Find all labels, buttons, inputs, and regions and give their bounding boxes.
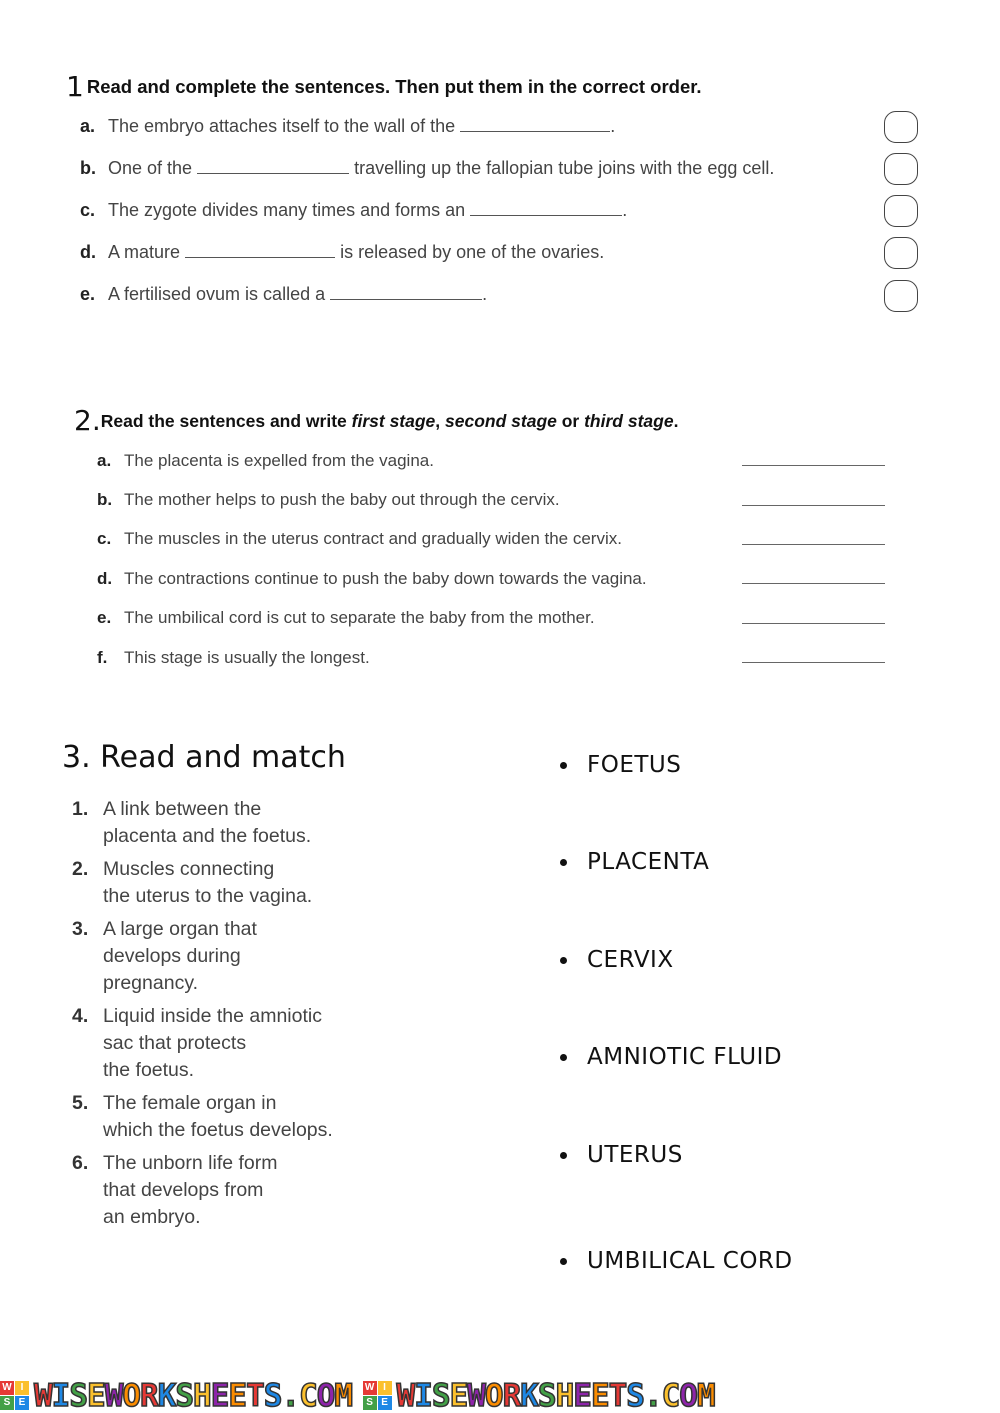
s2-letter: f. [97, 648, 108, 667]
brand-letter: W [104, 1378, 123, 1413]
s2-letter: c. [97, 529, 112, 548]
s2-instr-part: Read the sentences and write [100, 411, 352, 431]
section2-instruction [74, 404, 678, 437]
stage-answer-line[interactable] [742, 583, 885, 584]
logo-tile: E [15, 1396, 29, 1410]
section3-title: 3. Read and match [62, 740, 346, 775]
stage-answer-line[interactable] [742, 662, 885, 663]
order-box-c[interactable] [884, 195, 918, 227]
brand-text [397, 1378, 715, 1413]
match-word[interactable] [560, 1044, 782, 1070]
s1-sentence [80, 116, 615, 137]
order-box-d[interactable] [884, 237, 918, 269]
definition-text: Liquid inside the amniotic sac that protects the foetus. [103, 1005, 322, 1081]
logo-icon [363, 1381, 393, 1411]
definition-text: The female organ in which the foetus develops. [103, 1092, 333, 1141]
section1-number: 1 [66, 70, 84, 103]
brand-letter: O [316, 1378, 335, 1413]
s1-letter: b. [80, 158, 96, 178]
s1-letter: d. [80, 242, 96, 262]
brand-letter: W [396, 1378, 415, 1413]
brand-letter: I [51, 1378, 70, 1413]
brand-letter: O [484, 1378, 503, 1413]
brand-letter: E [228, 1378, 247, 1413]
definition-text: Muscles connecting the uterus to the vagina. [103, 858, 313, 907]
s2-instr-part: or [556, 411, 585, 431]
brand-text [34, 1378, 352, 1413]
brand-letter: W [467, 1378, 485, 1413]
brand-letter: H [193, 1378, 211, 1413]
footer-brand [363, 1378, 715, 1413]
brand-letter: M [696, 1378, 715, 1413]
brand-letter: O [679, 1378, 697, 1413]
match-word[interactable] [560, 849, 709, 875]
match-word-text: UTERUS [587, 1142, 683, 1168]
brand-letter: R [140, 1378, 158, 1413]
bullet-icon [560, 1054, 567, 1061]
brand-letter: . [281, 1378, 300, 1413]
s1-text-after: . [610, 116, 616, 136]
s2-sentence [97, 608, 595, 628]
s2-text: The umbilical cord is cut to separate the baby from the mother. [124, 608, 595, 627]
definition-number: 1. [72, 798, 89, 820]
definition-text: A large organ that develops during pregnancy. [103, 918, 257, 994]
s2-sentence [97, 648, 370, 668]
fill-blank-input[interactable] [197, 158, 349, 174]
match-definition[interactable] [72, 1150, 278, 1231]
logo-tile: S [363, 1396, 377, 1410]
s2-text: The placenta is expelled from the vagina. [124, 451, 434, 470]
footer-banner [0, 1378, 1000, 1413]
s2-instr-part: . [673, 411, 679, 431]
section1-instruction-text: Read and complete the sentences. Then put them in the correct order. [86, 76, 702, 97]
logo-tile: W [363, 1381, 377, 1395]
match-word-text: AMNIOTIC FLUID [587, 1044, 783, 1070]
s2-instr-part: second stage [445, 411, 557, 431]
definition-number: 6. [72, 1152, 89, 1174]
logo-tile: E [378, 1396, 392, 1410]
brand-letter: S [431, 1378, 450, 1413]
match-word-text: CERVIX [587, 947, 674, 973]
brand-letter: C [661, 1378, 680, 1413]
stage-answer-line[interactable] [742, 505, 885, 506]
s2-text: The contractions continue to push the baby down towards the vagina. [124, 569, 647, 588]
match-word[interactable] [560, 1248, 793, 1274]
brand-letter: I [414, 1378, 432, 1413]
match-word[interactable] [560, 1142, 683, 1168]
s1-text: The embryo attaches itself to the wall of the [108, 116, 456, 136]
brand-letter: W [34, 1378, 52, 1413]
s1-sentence [80, 158, 774, 179]
s2-sentence [97, 569, 647, 589]
stage-answer-line[interactable] [742, 465, 885, 466]
s1-sentence [80, 284, 487, 305]
brand-letter: T [608, 1378, 627, 1413]
brand-letter: K [157, 1378, 176, 1413]
logo-tile: S [0, 1396, 14, 1410]
match-definition[interactable] [72, 1090, 333, 1144]
bullet-icon [560, 957, 567, 964]
s2-letter: d. [97, 569, 113, 588]
brand-letter: S [69, 1378, 88, 1413]
brand-letter: O [122, 1378, 141, 1413]
logo-tile: I [15, 1381, 29, 1395]
brand-letter: S [537, 1378, 556, 1413]
logo-tile: I [378, 1381, 392, 1395]
s1-text: The zygote divides many times and forms an [108, 200, 466, 220]
s1-text-after: . [482, 284, 488, 304]
section1-instruction [66, 70, 702, 103]
brand-letter: S [626, 1378, 644, 1413]
brand-letter: E [590, 1378, 609, 1413]
logo-icon [0, 1381, 30, 1411]
definition-text: The unborn life form that develops from an embryo. [103, 1152, 278, 1228]
s1-text: A fertilised ovum is called a [108, 284, 326, 304]
s1-letter: e. [80, 284, 96, 304]
brand-letter: . [643, 1378, 662, 1413]
match-word[interactable] [560, 947, 674, 973]
definition-number: 2. [72, 858, 89, 880]
definition-number: 5. [72, 1092, 89, 1114]
s2-instr-part: , [435, 411, 446, 431]
brand-letter: R [502, 1378, 521, 1413]
s2-sentence [97, 529, 622, 549]
s2-letter: a. [97, 451, 112, 470]
brand-letter: M [334, 1378, 353, 1413]
s2-instr-part: first stage [351, 411, 436, 431]
brand-letter: C [299, 1378, 317, 1413]
match-word-text: PLACENTA [587, 849, 710, 875]
definition-number: 4. [72, 1005, 89, 1027]
s2-letter: e. [97, 608, 112, 627]
order-box-a[interactable] [884, 111, 918, 143]
brand-letter: S [263, 1378, 282, 1413]
stage-answer-line[interactable] [742, 623, 885, 624]
footer-brand [0, 1378, 352, 1413]
s1-text: One of the [108, 158, 193, 178]
order-box-b[interactable] [884, 153, 918, 185]
s1-text: A mature [108, 242, 181, 262]
stage-answer-line[interactable] [742, 544, 885, 545]
brand-letter: T [246, 1378, 264, 1413]
brand-letter: H [555, 1378, 574, 1413]
s1-text-after: . [622, 200, 628, 220]
bullet-icon [560, 1152, 567, 1159]
brand-letter: E [87, 1378, 105, 1413]
s1-text-after: travelling up the fallopian tube joins with the egg cell. [354, 158, 775, 178]
brand-letter: E [210, 1378, 229, 1413]
definition-number: 3. [72, 918, 89, 940]
match-word[interactable] [560, 752, 681, 778]
match-definition[interactable] [72, 1003, 322, 1084]
match-definition[interactable] [72, 856, 312, 910]
match-word-text: UMBILICAL CORD [587, 1248, 793, 1274]
brand-letter: E [573, 1378, 591, 1413]
brand-letter: K [520, 1378, 538, 1413]
s2-text: This stage is usually the longest. [124, 648, 370, 667]
fill-blank-input[interactable] [470, 200, 622, 216]
fill-blank-input[interactable] [185, 242, 335, 258]
match-word-text: FOETUS [587, 752, 682, 778]
s2-text: The muscles in the uterus contract and gradually widen the cervix. [124, 529, 622, 548]
brand-letter: E [449, 1378, 468, 1413]
bullet-icon [560, 859, 567, 866]
s1-sentence [80, 200, 627, 221]
fill-blank-input[interactable] [460, 116, 610, 132]
s2-sentence [97, 451, 434, 471]
s1-text-after: is released by one of the ovaries. [340, 242, 605, 262]
s1-sentence [80, 242, 604, 263]
logo-tile: W [0, 1381, 14, 1395]
fill-blank-input[interactable] [330, 284, 482, 300]
s1-letter: a. [80, 116, 96, 136]
s2-instr-part: third stage [584, 411, 674, 431]
s2-text: The mother helps to push the baby out through the cervix. [124, 490, 560, 509]
s2-letter: b. [97, 490, 113, 509]
section2-number: 2. [74, 404, 101, 437]
order-box-e[interactable] [884, 280, 918, 312]
match-definition[interactable] [72, 796, 311, 850]
s2-sentence [97, 490, 560, 510]
s1-letter: c. [80, 200, 96, 220]
match-definition[interactable] [72, 916, 257, 997]
brand-letter: S [175, 1378, 194, 1413]
bullet-icon [560, 762, 567, 769]
bullet-icon [560, 1258, 567, 1265]
definition-text: A link between the placenta and the foetus. [103, 798, 312, 847]
